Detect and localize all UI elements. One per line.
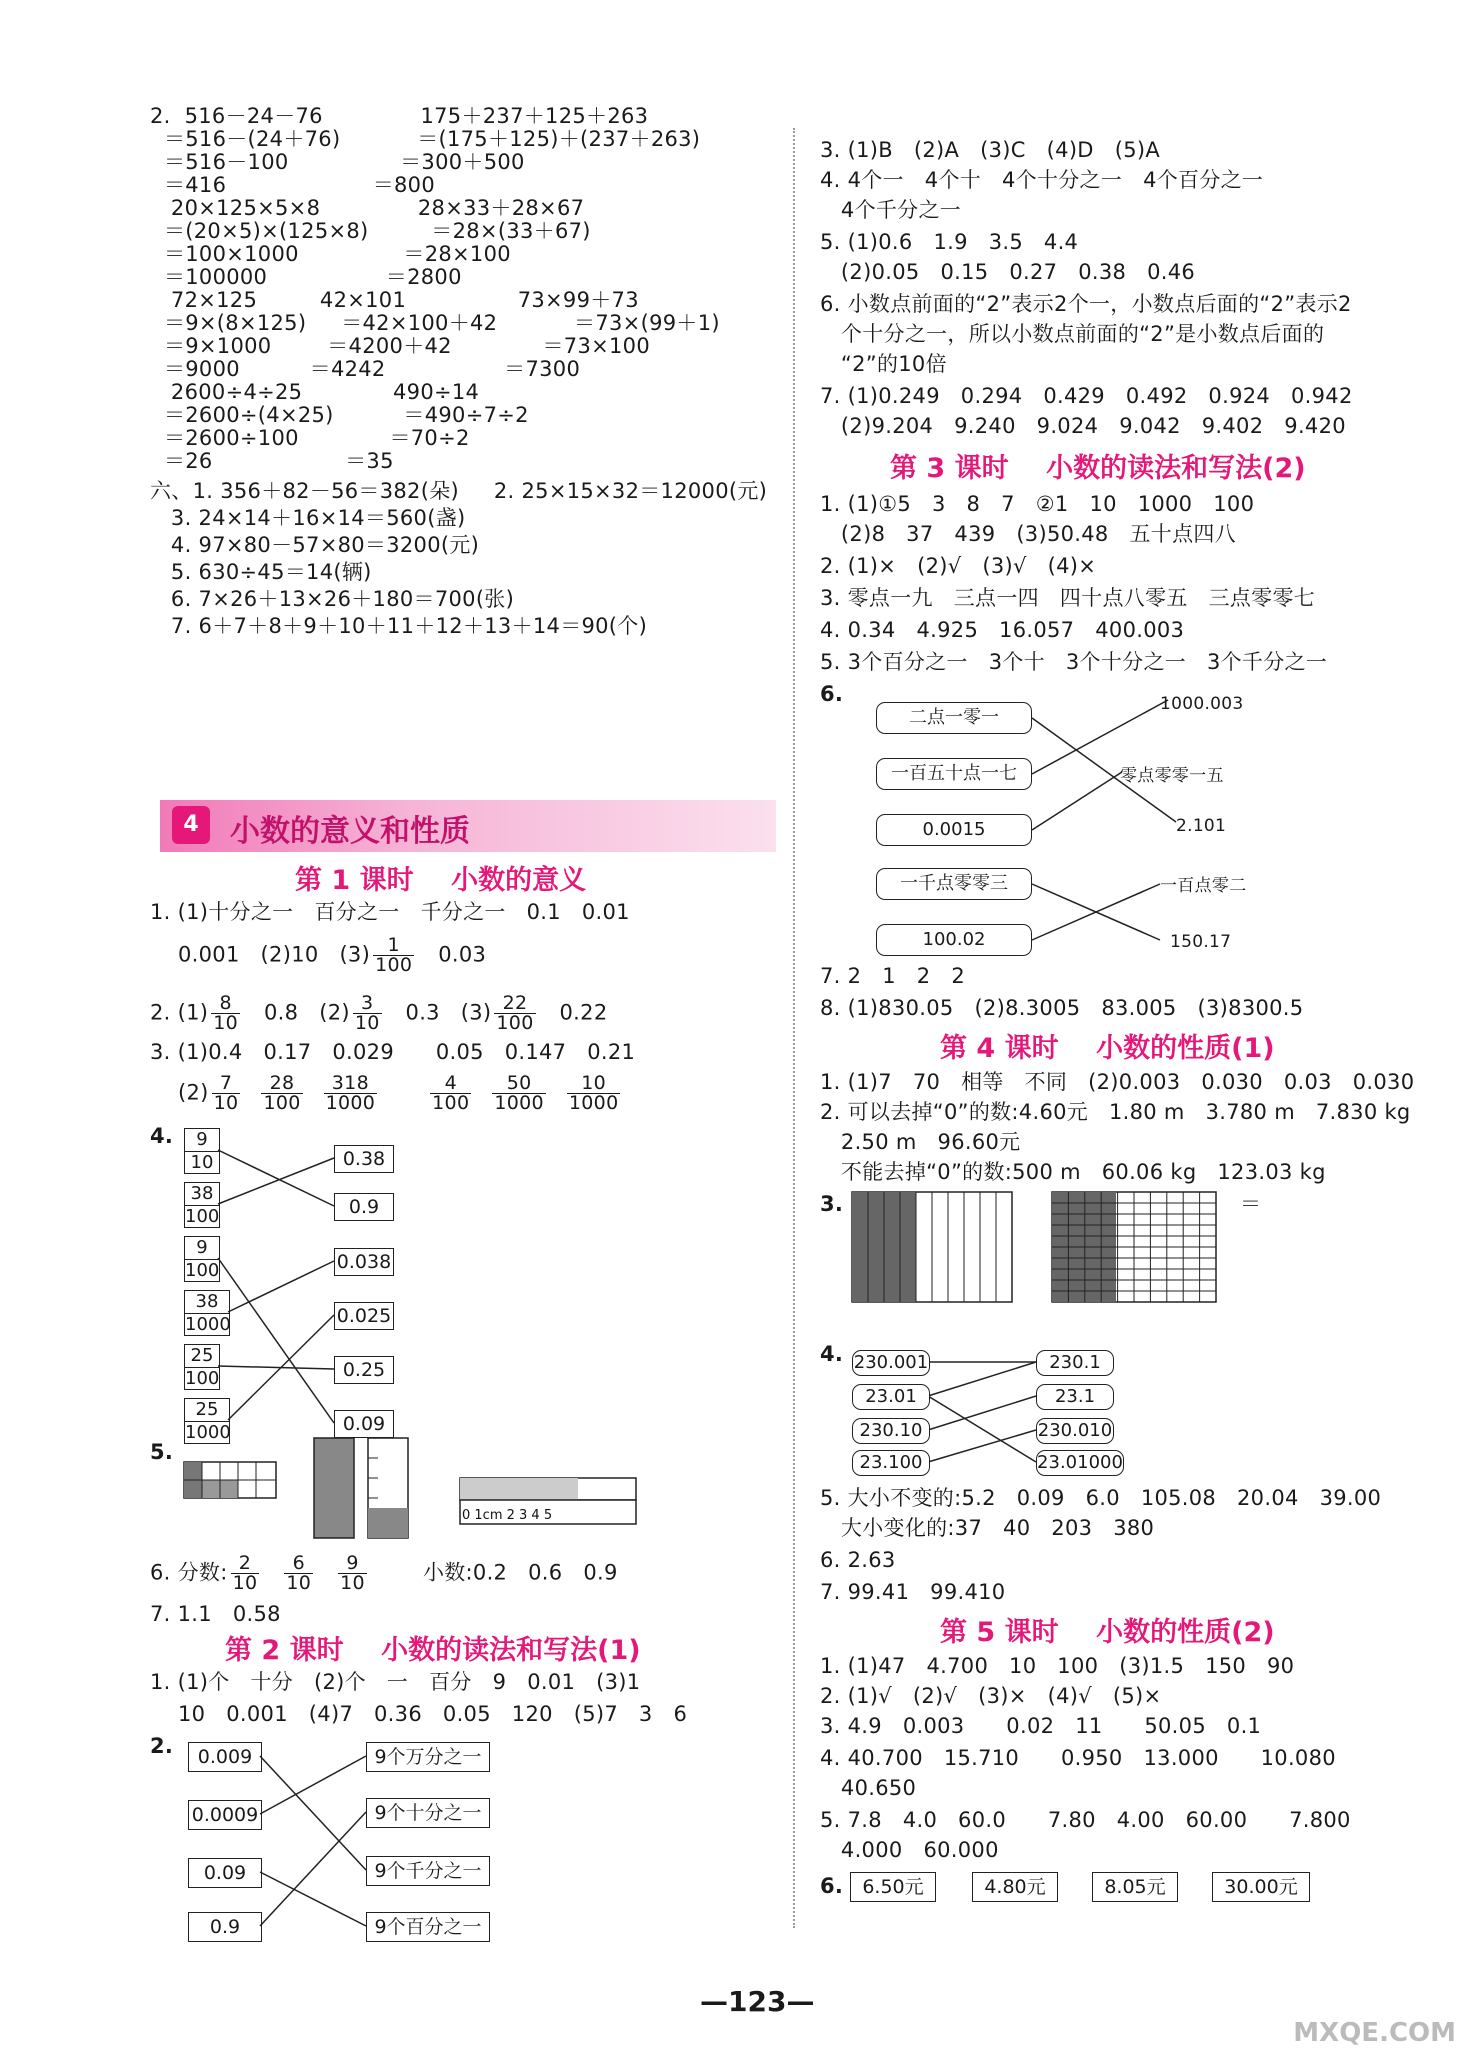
numerator: 7 bbox=[212, 1074, 241, 1094]
number-word-box: 100.02 bbox=[876, 924, 1032, 956]
question-number: 6. bbox=[820, 682, 844, 706]
calc-line: ＝516－(24＋76) ＝(175＋125)＋(237＋263) bbox=[150, 127, 701, 151]
number-word-box: 0.0015 bbox=[876, 814, 1032, 846]
match-line bbox=[928, 1396, 1036, 1430]
answer-line: 4. 0.34 4.925 16.057 400.003 bbox=[820, 618, 1185, 642]
answer-line: 1. (1)47 4.700 10 100 (3)1.5 150 90 bbox=[820, 1654, 1295, 1678]
ruler-label: 0 1cm 2 3 4 5 bbox=[462, 1508, 553, 1523]
hundredths-grid-figure bbox=[1052, 1192, 1216, 1302]
answer-line: 6. 小数点前面的“2”表示2个一，小数点后面的“2”表示2 bbox=[820, 292, 1352, 316]
unit-title: 小数的意义和性质 bbox=[230, 814, 470, 849]
answer-text: 小数:0.2 0.6 0.9 bbox=[422, 1560, 618, 1585]
denominator: 10 bbox=[340, 1572, 365, 1594]
calc-line: ＝416 ＝800 bbox=[150, 173, 435, 197]
equals-sign: ＝ bbox=[1240, 1192, 1262, 1216]
answer-line: 3. 4.9 0.003 0.02 11 50.05 0.1 bbox=[820, 1714, 1262, 1738]
match-line bbox=[260, 1812, 366, 1926]
lesson-title: 第 3 课时 小数的读法和写法(2) bbox=[890, 453, 1306, 484]
match-line bbox=[1032, 772, 1122, 830]
word-problem-line: 3. 24×14＋16×14＝560(盏) bbox=[150, 506, 466, 530]
decimal-box: 0.09 bbox=[334, 1410, 394, 1438]
decimal-box: 230.10 bbox=[852, 1418, 930, 1444]
decimal-box: 0.9 bbox=[188, 1912, 262, 1942]
match-line bbox=[928, 1396, 1036, 1462]
calc-line: ＝9×1000 ＝4200＋42 ＝73×100 bbox=[150, 334, 650, 358]
word-problem-line: 7. 6＋7＋8＋9＋10＋11＋12＋13＋14＝90(个) bbox=[150, 614, 648, 638]
calc-line: 2600÷4÷25 490÷14 bbox=[150, 380, 480, 404]
match-line bbox=[260, 1756, 366, 1814]
number-word-box: 一百五十点一七 bbox=[876, 758, 1032, 790]
decimal-box: 230.010 bbox=[1036, 1418, 1114, 1444]
numerator: 50 bbox=[492, 1074, 546, 1094]
house-label: 150.17 bbox=[1170, 932, 1232, 952]
numerator: 9 bbox=[185, 1129, 219, 1152]
house-label: 2.101 bbox=[1176, 816, 1227, 836]
answer-line: (2)0.05 0.15 0.27 0.38 0.46 bbox=[820, 260, 1196, 284]
answer-line: 3. (1)0.4 0.17 0.029 0.05 0.147 0.21 bbox=[150, 1040, 636, 1064]
decimal-box: 0.025 bbox=[334, 1302, 394, 1330]
answer-line: 4个千分之一 bbox=[820, 198, 962, 222]
answer-line: 5. 大小不变的:5.2 0.09 6.0 105.08 20.04 39.00 bbox=[820, 1486, 1382, 1510]
numerator: 6 bbox=[284, 1554, 313, 1574]
shaded-cell bbox=[220, 1480, 238, 1498]
answer-line: 6. 2.63 bbox=[820, 1548, 896, 1572]
denominator: 100 bbox=[432, 1092, 470, 1114]
answer-line: 4. 40.700 15.710 0.950 13.000 10.080 bbox=[820, 1746, 1336, 1770]
denominator: 1000 bbox=[494, 1092, 544, 1114]
decimal-box: 0.0009 bbox=[188, 1800, 262, 1830]
denominator: 100 bbox=[185, 1260, 220, 1281]
lesson-title: 第 5 课时 小数的性质(2) bbox=[940, 1617, 1275, 1648]
number-word-box: 二点一零一 bbox=[876, 702, 1032, 734]
answer-line: 5. (1)0.6 1.9 3.5 4.4 bbox=[820, 230, 1079, 254]
match-line bbox=[260, 1872, 366, 1926]
denominator: 100 bbox=[496, 1012, 534, 1034]
numerator: 9 bbox=[338, 1554, 367, 1574]
bar-outline bbox=[314, 1438, 354, 1538]
answer-line: 2. (1)× (2)√ (3)√ (4)× bbox=[820, 554, 1097, 578]
shaded-cell bbox=[184, 1462, 202, 1480]
answer-line: 7. 99.41 99.410 bbox=[820, 1580, 1006, 1604]
house-label: 1000.003 bbox=[1160, 694, 1244, 714]
calc-line: ＝100000 ＝2800 bbox=[150, 265, 462, 289]
denominator: 10 bbox=[190, 1152, 214, 1173]
numerator: 38 bbox=[185, 1291, 229, 1314]
answer-line: 个十分之一，所以小数点前面的“2”是小数点后面的 bbox=[820, 322, 1325, 346]
price-box: 8.05元 bbox=[1092, 1872, 1178, 1902]
word-problem-line: 5. 630÷45＝14(辆) bbox=[150, 560, 372, 584]
answer-line: 5. 7.8 4.0 60.0 7.80 4.00 60.00 7.800 bbox=[820, 1808, 1351, 1832]
house-label: 一百点零二 bbox=[1160, 876, 1247, 896]
calc-line: ＝2600÷(4×25) ＝490÷7÷2 bbox=[150, 403, 529, 427]
answer-line: 7. (1)0.249 0.294 0.429 0.492 0.924 0.942 bbox=[820, 384, 1353, 408]
denominator: 100 bbox=[185, 1206, 220, 1227]
vertical-bar-figure bbox=[314, 1438, 408, 1538]
unit-number: 4 bbox=[172, 806, 210, 844]
calc-line: ＝26 ＝35 bbox=[150, 449, 394, 473]
decimal-box: 0.25 bbox=[334, 1356, 394, 1384]
numerator: 22 bbox=[494, 994, 535, 1014]
match-line bbox=[260, 1756, 366, 1870]
word-problem-line: 6. 7×26＋13×26＋180＝700(张) bbox=[150, 587, 515, 611]
answer-text: 6. 分数: bbox=[150, 1560, 228, 1585]
denominator: 1000 bbox=[185, 1422, 231, 1443]
place-value-box: 9个万分之一 bbox=[366, 1742, 490, 1772]
answer-line: 7. 2 1 2 2 bbox=[820, 964, 966, 988]
decimal-box: 0.038 bbox=[334, 1248, 394, 1276]
calc-line: ＝9×(8×125) ＝42×100＋42 ＝73×(99＋1) bbox=[150, 311, 720, 335]
watermark: MXQE.COM bbox=[1293, 2018, 1456, 2048]
house-label: 零点零零一五 bbox=[1120, 766, 1224, 786]
answer-line: (2)9.204 9.240 9.024 9.042 9.402 9.420 bbox=[820, 414, 1346, 438]
decimal-grid-figure bbox=[184, 1462, 276, 1498]
page-number: —123— bbox=[700, 1985, 815, 2018]
answer-line: 40.650 bbox=[820, 1776, 917, 1800]
shaded-cell bbox=[184, 1480, 202, 1498]
question-number: 4. bbox=[820, 1342, 844, 1366]
answer-line: 2.50 m 96.60元 bbox=[820, 1130, 1021, 1154]
decimal-box: 230.001 bbox=[852, 1350, 930, 1376]
question-number: 2. bbox=[150, 1734, 174, 1758]
denominator: 10 bbox=[286, 1572, 312, 1594]
denominator: 10 bbox=[232, 1572, 258, 1594]
numerator: 25 bbox=[185, 1399, 229, 1422]
denominator: 100 bbox=[375, 954, 413, 976]
place-value-box: 9个千分之一 bbox=[366, 1856, 490, 1886]
ruler-figure bbox=[460, 1478, 636, 1524]
decimal-box: 0.009 bbox=[188, 1742, 262, 1772]
answer-line: 大小变化的:37 40 203 380 bbox=[820, 1516, 1155, 1540]
numerator: 9 bbox=[185, 1237, 219, 1260]
numerator: 318 bbox=[324, 1074, 378, 1094]
number-word-box: 一千点零零三 bbox=[876, 868, 1032, 900]
answer-text: 0.3 (3) bbox=[384, 1000, 492, 1025]
numerator: 3 bbox=[353, 994, 382, 1014]
decimal-box: 23.01 bbox=[852, 1384, 930, 1410]
lesson-title: 第 4 课时 小数的性质(1) bbox=[940, 1033, 1275, 1064]
question-number: 4. bbox=[150, 1124, 174, 1148]
answer-line: 7. 1.1 0.58 bbox=[150, 1602, 281, 1626]
answer-line: 1. (1)十分之一 百分之一 千分之一 0.1 0.01 bbox=[150, 900, 630, 924]
question-number: 5. bbox=[150, 1440, 174, 1464]
answer-text: 2. (1) bbox=[150, 1000, 209, 1025]
match-line bbox=[228, 1261, 334, 1312]
match-line bbox=[228, 1315, 334, 1420]
numerator: 8 bbox=[211, 994, 240, 1014]
decimal-box: 0.38 bbox=[334, 1145, 394, 1173]
match-line bbox=[928, 1362, 1036, 1396]
answer-text: (2) bbox=[178, 1080, 209, 1105]
decimal-box: 23.01000 bbox=[1036, 1450, 1124, 1476]
calc-line: ＝2600÷100 ＝70÷2 bbox=[150, 426, 470, 450]
denominator: 1000 bbox=[325, 1092, 376, 1114]
numerator: 4 bbox=[430, 1074, 471, 1094]
calc-line: 20×125×5×8 28×33＋28×67 bbox=[150, 196, 585, 220]
denominator: 1000 bbox=[185, 1314, 231, 1335]
answer-line: 3. (1)B (2)A (3)C (4)D (5)A bbox=[820, 138, 1161, 162]
denominator: 1000 bbox=[568, 1092, 619, 1114]
answer-text: 0.8 (2) bbox=[243, 1000, 350, 1025]
calc-line: ＝100×1000 ＝28×100 bbox=[150, 242, 511, 266]
place-value-box: 9个十分之一 bbox=[366, 1798, 490, 1828]
lesson-title: 第 1 课时 小数的意义 bbox=[295, 865, 587, 896]
answer-line: “2”的10倍 bbox=[820, 352, 947, 376]
calc-line: ＝9000 ＝4242 ＝7300 bbox=[150, 357, 581, 381]
calc-line: 72×125 42×101 73×99＋73 bbox=[150, 288, 639, 312]
answer-line: 4. 4个一 4个十 4个十分之一 4个百分之一 bbox=[820, 168, 1264, 192]
tenths-grid-figure bbox=[852, 1192, 1012, 1302]
lesson-title: 第 2 课时 小数的读法和写法(1) bbox=[225, 1635, 641, 1666]
decimal-box: 23.1 bbox=[1036, 1384, 1114, 1410]
decimal-box: 0.9 bbox=[334, 1193, 394, 1221]
answer-line: 8. (1)830.05 (2)8.3005 83.005 (3)8300.5 bbox=[820, 996, 1304, 1020]
question-number: 6. bbox=[820, 1874, 844, 1898]
decimal-box: 230.1 bbox=[1036, 1350, 1114, 1376]
word-problem-line: 六、1. 356＋82－56＝382(朵) 2. 25×15×32＝12000(元) bbox=[150, 479, 768, 503]
denominator: 100 bbox=[263, 1092, 301, 1114]
numerator: 2 bbox=[231, 1554, 260, 1574]
numerator: 25 bbox=[185, 1345, 219, 1368]
answer-line: 2. 可以去掉“0”的数:4.60元 1.80 m 3.780 m 7.830 kg bbox=[820, 1100, 1411, 1124]
answer-line: 1. (1)个 十分 (2)个 一 百分 9 0.01 (3)1 bbox=[150, 1670, 641, 1694]
answer-line: 2. (1)√ (2)√ (3)× (4)√ (5)× bbox=[820, 1684, 1162, 1708]
decimal-box: 0.09 bbox=[188, 1858, 262, 1888]
numerator: 38 bbox=[185, 1183, 219, 1206]
shaded-cell bbox=[202, 1480, 220, 1498]
answer-line: 1. (1)7 70 相等 不同 (2)0.003 0.030 0.03 0.030 bbox=[820, 1070, 1415, 1094]
calc-line: ＝516－100 ＝300＋500 bbox=[150, 150, 525, 174]
match-line bbox=[218, 1258, 334, 1423]
numerator: 10 bbox=[567, 1074, 621, 1094]
match-line bbox=[218, 1366, 334, 1369]
numerator: 28 bbox=[261, 1074, 302, 1094]
column-divider bbox=[793, 128, 795, 1928]
question-number: 3. bbox=[820, 1192, 844, 1216]
price-box: 30.00元 bbox=[1212, 1872, 1310, 1902]
answer-text: 0.22 bbox=[538, 1000, 608, 1025]
ruler-shade bbox=[460, 1478, 578, 1500]
answer-line: 不能去掉“0”的数:500 m 60.06 kg 123.03 kg bbox=[820, 1160, 1326, 1184]
word-problem-line: 4. 97×80－57×80＝3200(元) bbox=[150, 533, 480, 557]
answer-line: (2)8 37 439 (3)50.48 五十点四八 bbox=[820, 522, 1237, 546]
answer-line: 4.000 60.000 bbox=[820, 1838, 999, 1862]
answer-text: 0.001 (2)10 (3) bbox=[178, 942, 371, 967]
answer-line: 1. (1)①5 3 8 7 ②1 10 1000 100 bbox=[820, 492, 1255, 516]
match-line bbox=[928, 1430, 1036, 1462]
calc-line: 2. 516－24－76 175＋237＋125＋263 bbox=[150, 104, 649, 128]
denominator: 100 bbox=[185, 1368, 220, 1389]
bar-fill bbox=[368, 1508, 408, 1538]
denominator: 10 bbox=[213, 1012, 239, 1034]
price-box: 4.80元 bbox=[972, 1872, 1058, 1902]
calc-line: ＝(20×5)×(125×8) ＝28×(33＋67) bbox=[150, 219, 591, 243]
price-box: 6.50元 bbox=[850, 1872, 936, 1902]
denominator: 10 bbox=[354, 1012, 380, 1034]
numerator: 1 bbox=[373, 936, 414, 956]
answer-line: 3. 零点一九 三点一四 四十点八零五 三点零零七 bbox=[820, 586, 1316, 610]
answer-line: 5. 3个百分之一 3个十 3个十分之一 3个千分之一 bbox=[820, 650, 1328, 674]
answer-line: 10 0.001 (4)7 0.36 0.05 120 (5)7 3 6 bbox=[178, 1702, 688, 1726]
denominator: 10 bbox=[213, 1092, 239, 1114]
decimal-box: 23.100 bbox=[852, 1450, 930, 1476]
answer-text: 0.03 bbox=[417, 942, 487, 967]
place-value-box: 9个百分之一 bbox=[366, 1912, 490, 1942]
